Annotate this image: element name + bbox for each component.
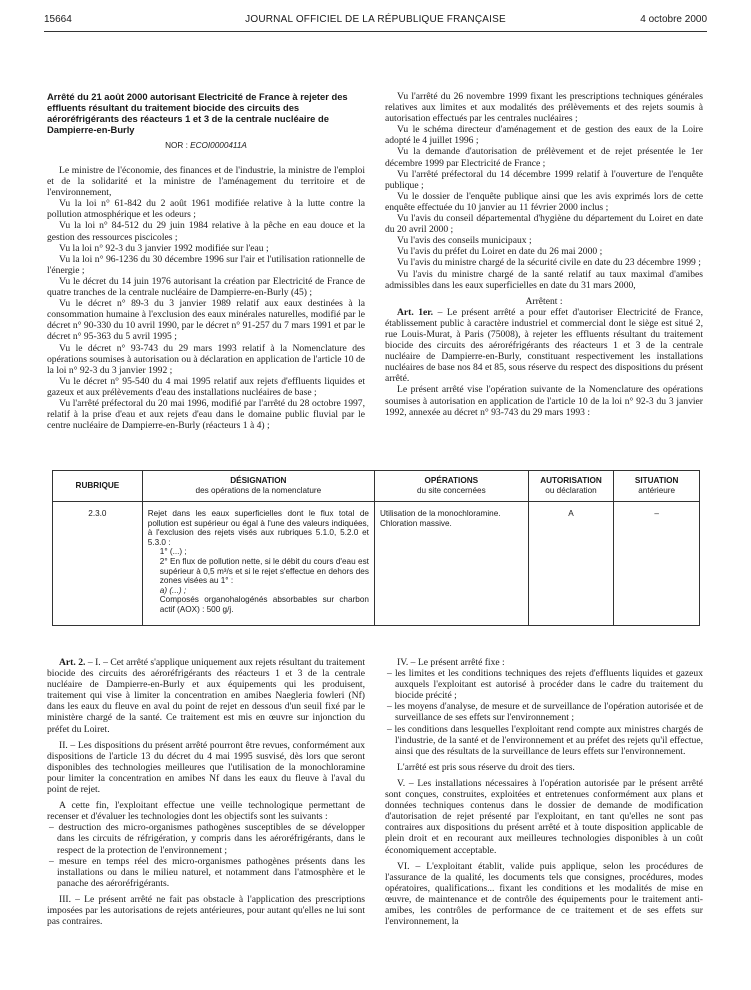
cell-autorisation: A xyxy=(528,502,614,626)
list-item: – les conditions dans lesquelles l'exploitant rend compte aux ministres chargés de l'industrie, de la santé et de l'environnement et au préfet des rejets qu'il effectue, ainsi que des résultats de la surveillance de leurs effets sur l'environnement. xyxy=(387,723,703,757)
section-v-paragraph: V. – Les installations nécessaires à l'opération autorisée par le présent arrêté sont conçues, construites, exploitées et entretenues conformément aux plans et données techniques contenus dans le dossier de demande de modification d'autorisation de rejet présenté par l'exploitant, en tant qu'elles ne sont pas contraires aux dispositions du présent arrêté et à toute disposition applicable de plein droit et en recourant aux meilleures technologies disponibles à un coût économiquement acceptable. xyxy=(385,777,703,856)
nor-code: ECOI0000411A xyxy=(190,141,247,150)
visa-paragraph: Vu l'arrêté préfectoral du 14 décembre 1999 relatif à l'ouverture de l'enquête publique ; xyxy=(385,168,703,191)
article-2-label: Art. 2. xyxy=(59,657,86,668)
visa-paragraph: Vu le décret n° 95-540 du 4 mai 1995 relatif aux rejets d'effluents liquides et gazeux et aux prélèvements d'eau des installations nucléaires de base ; xyxy=(47,375,365,398)
article-2-paragraph-4: III. – Le présent arrêté ne fait pas obstacle à l'application des prescriptions imposées par les autorisations de rejets antérieures, pour autant qu'elles ne lui sont pas contraires. xyxy=(47,893,365,928)
col-header-operations: OPÉRATIONS du site concernées xyxy=(374,471,528,502)
header-rule xyxy=(44,31,707,32)
visa-paragraph: Vu la loi n° 84-512 du 29 juin 1984 relative à la pêche en eau douce et la gestion des ressources piscicoles ; xyxy=(47,220,365,243)
decree-title: Arrêté du 21 août 2000 autorisant Electricité de France à rejeter des effluents résultant du traitement biocide des circuits des aéroréfrigérants des réacteurs 1 et 3 de la centrale nucléaire de Dampierre-en-Burly xyxy=(47,91,348,135)
list-item: – les moyens d'analyse, de mesure et de surveillance de l'opération autorisée et de surveillance de ses effets sur l'environnement ; xyxy=(387,701,703,724)
article-2-column xyxy=(47,657,365,927)
visa-paragraph: Vu la loi n° 96-1236 du 30 décembre 1996 sur l'air et l'utilisation rationnelle de l'énergie ; xyxy=(47,253,365,276)
section-iv-heading: IV. – Le présent arrêté fixe : xyxy=(397,657,505,668)
table-header-row xyxy=(53,471,700,502)
list-item: – mesure en temps réel des micro-organismes pathogènes présents dans les installations ou dans le milieu naturel, et notamment dans l'atmosphère et le panache des aéroréfrigérants. xyxy=(49,855,365,889)
list-item: – destruction des micro-organismes pathogènes susceptibles de se développer dans les circuits de réfrigération, y compris dans les aéroréfrigérants, dans le respect de la protection de l'environnement ; xyxy=(49,822,365,856)
table-row xyxy=(53,502,700,626)
visa-paragraph: Vu le décret n° 89-3 du 3 janvier 1989 relatif aux eaux destinées à la consommation humaine à l'exclusion des eaux minérales naturelles, modifié par le décret n° 90-330 du 10 avril 1990, par le décret n° 91-257 du 7 mars 1991 et par le décret n° 95-363 du 5 avril 1995 ; xyxy=(47,298,365,343)
page-header xyxy=(44,14,707,30)
visa-paragraph: Vu l'avis des conseils municipaux ; xyxy=(397,235,532,247)
visa-paragraph: Vu le dossier de l'enquête publique ainsi que les avis exprimés lors de cette enquête effectuée du 10 janvier au 11 février 2000 inclus ; xyxy=(385,190,703,213)
cell-operations: Utilisation de la monochloramine. Chloration massive. xyxy=(374,502,528,626)
article-1-paragraph-2: Le présent arrêté vise l'opération suivante de la Nomenclature des opérations soumises à autorisation en application de l'article 10 de la loi n° 92-3 du 3 janvier 1992, annexée au décret n° 93-743 du 29 mars 1993 : xyxy=(385,384,703,418)
nor-reference xyxy=(47,141,365,150)
article-2-paragraph-1: Art. 2. – I. – Cet arrêté s'applique uniquement aux rejets résultant du traitement biocide des circuits des aéroréfrigérants des réacteurs 1 et 3 de la centrale nucléaire de Dampierre-en-Burly et aux équipements qui les produisent, traitement qui vise à limiter la concentration en amibes Naegleria fowleri (Nf) dans les eaux du fleuve en aval du point de rejet en dessous d'un seuil fixé par le ministère chargé de la santé. Ce traitement est mis en œuvre sur injonction du préfet du Loiret. xyxy=(47,657,365,735)
visa-paragraph: Vu l'arrêté préfectoral du 20 mai 1996, modifié par l'arrêté du 28 octobre 1997, relatif à la prise d'eau et aux rejets d'eau dans le domaine public fluvial par le centre nucléaire de Dampierre-en-Burly (réacteurs 1 à 4) ; xyxy=(47,397,365,432)
visa-paragraph: Vu la loi n° 92-3 du 3 janvier 1992 modifiée sur l'eau ; xyxy=(59,242,269,254)
cell-rubrique: 2.3.0 xyxy=(53,502,143,626)
article-1-paragraph xyxy=(385,307,703,385)
article-2-paragraph-2: II. – Les dispositions du présent arrêté pourront être revues, conformément aux dispositions de l'article 13 du décret du 4 mai 1995 susvisé, dès lors que seront disponibles des technologies meilleures que l'utilisation de la monochloramine pour limiter la concentration en amibes Nf dans les eaux du fleuve à l'aval du point de rejet. xyxy=(47,739,365,796)
article-1-label: Art. 1er. xyxy=(397,306,434,318)
visa-paragraph: Vu le décret du 14 juin 1976 autorisant la création par Electricité de France de quatre tranches de la centrale nucléaire de Dampierre-en-Burly (45) ; xyxy=(47,275,365,299)
issue-date: 4 octobre 2000 xyxy=(640,14,707,25)
col-header-situation: SITUATION antérieure xyxy=(614,471,700,502)
visa-paragraph: Vu l'avis du ministre chargé de la sécurité civile en date du 23 décembre 1999 ; xyxy=(397,257,701,269)
visa-paragraph: Vu la demande d'autorisation de prélèvement et de rejet présentée le 1er décembre 1999 par Electricité de France ; xyxy=(385,146,703,169)
cell-situation: – xyxy=(614,502,700,626)
arretent-heading: Arrêtent : xyxy=(525,295,563,307)
left-column-visas xyxy=(47,165,365,431)
visa-paragraph: Vu le décret n° 93-743 du 29 mars 1993 relatif à la Nomenclature des opérations soumises à autorisation ou à déclaration en application de l'article 10 de la loi n° 92-3 du 3 janvier 1992 ; xyxy=(47,342,365,376)
list-item: – les limites et les conditions techniques des rejets d'effluents liquides et gazeux auxquels l'exploitant est autorisé à procéder dans le cadre du traitement du biocide précité ; xyxy=(387,668,703,702)
visa-paragraph: Vu le schéma directeur d'aménagement et de gestion des eaux de la Loire adopté le 4 juillet 1996 ; xyxy=(385,124,703,147)
journal-title: JOURNAL OFFICIEL DE LA RÉPUBLIQUE FRANÇAISE xyxy=(245,14,506,25)
cell-designation: Rejet dans les eaux superficielles dont le flux total de pollution est supérieur ou égal à l'une des valeurs indiquées, à l'exclusion des rejets visés aux rubriques 5.1.0, 5.2.0 et 5.3.0 : 1° (...) ; 2° En flux de pollution nette, si le débit du cours d'eau est supérieur à 0,5 m³/s et si le rejet s'effectue en dehors des zones visées au 1° : a) (...) ; Composés organohalogénés absorbables sur charbon actif (AOX) : 500 g/j. xyxy=(142,502,374,626)
visa-paragraph: Vu l'arrêté du 26 novembre 1999 fixant les prescriptions techniques générales relatives aux limites et aux modalités des prélèvements et des rejets soumis à autorisation effectués par les centrales nucléaires ; xyxy=(385,91,703,125)
nor-label: NOR : xyxy=(165,141,188,150)
right-column-visas xyxy=(385,91,703,418)
article-2-paragraph-3: A cette fin, l'exploitant effectue une veille technologique permettant de recenser et d'évaluer les technologies dont les objectifs sont les suivants : xyxy=(47,800,365,823)
ministers-paragraph: Le ministre de l'économie, des finances et de l'industrie, la ministre de l'emploi et de la solidarité et la ministre de l'aménagement du territoire et de l'environnement, xyxy=(47,165,365,199)
nomenclature-table xyxy=(52,470,700,626)
visa-paragraph: Vu l'avis du conseil départemental d'hygiène du département du Loiret en date du 20 avril 2000 ; xyxy=(385,213,703,236)
col-header-designation: DÉSIGNATION des opérations de la nomenclature xyxy=(142,471,374,502)
article-1-text: – Le présent arrêté a pour effet d'autoriser Electricité de France, établissement public à caractère industriel et commercial dont le siège est situé 2, rue Louis-Murat, à Paris (75008), à rejeter les effluents résultant du traitement biocide des circuits des aéroréfrigérants des réacteurs 1 et 3 de la centrale nucléaire de Dampierre-en-Burly, constituant respectivement les installations nucléaires de base nos 84 et 85, sous réserve du respect des dispositions du présent arrêté. xyxy=(385,306,703,385)
visa-paragraph: Vu la loi n° 61-842 du 2 août 1961 modifiée relative à la lutte contre la pollution atmosphérique et les odeurs ; xyxy=(47,198,365,221)
col-header-rubrique: RUBRIQUE xyxy=(53,471,143,502)
article-2-continued-column xyxy=(385,657,703,927)
visa-paragraph: Vu l'avis du préfet du Loiret en date du 26 mai 2000 ; xyxy=(397,246,603,258)
tiers-rights-paragraph: L'arrêté est pris sous réserve du droit des tiers. xyxy=(397,761,575,773)
visa-paragraph: Vu l'avis du ministre chargé de la santé relatif au taux maximal d'amibes admissibles dans les eaux superficielles en date du 31 mars 2000, xyxy=(385,268,703,291)
col-header-autorisation: AUTORISATION ou déclaration xyxy=(528,471,614,502)
section-vi-paragraph: VI. – L'exploitant établit, valide puis applique, selon les procédures de l'assurance de la qualité, les documents tels que consignes, procédures, modes opératoires, qualifications... fixant les conditions et les modalités de mise en œuvre, de maintenance et de contrôle des équipements pour le traitement anti-amibes, les contrôles de performance de ce traitement et de ses effets sur l'environnement, la xyxy=(385,860,703,928)
page-number: 15664 xyxy=(44,14,72,25)
